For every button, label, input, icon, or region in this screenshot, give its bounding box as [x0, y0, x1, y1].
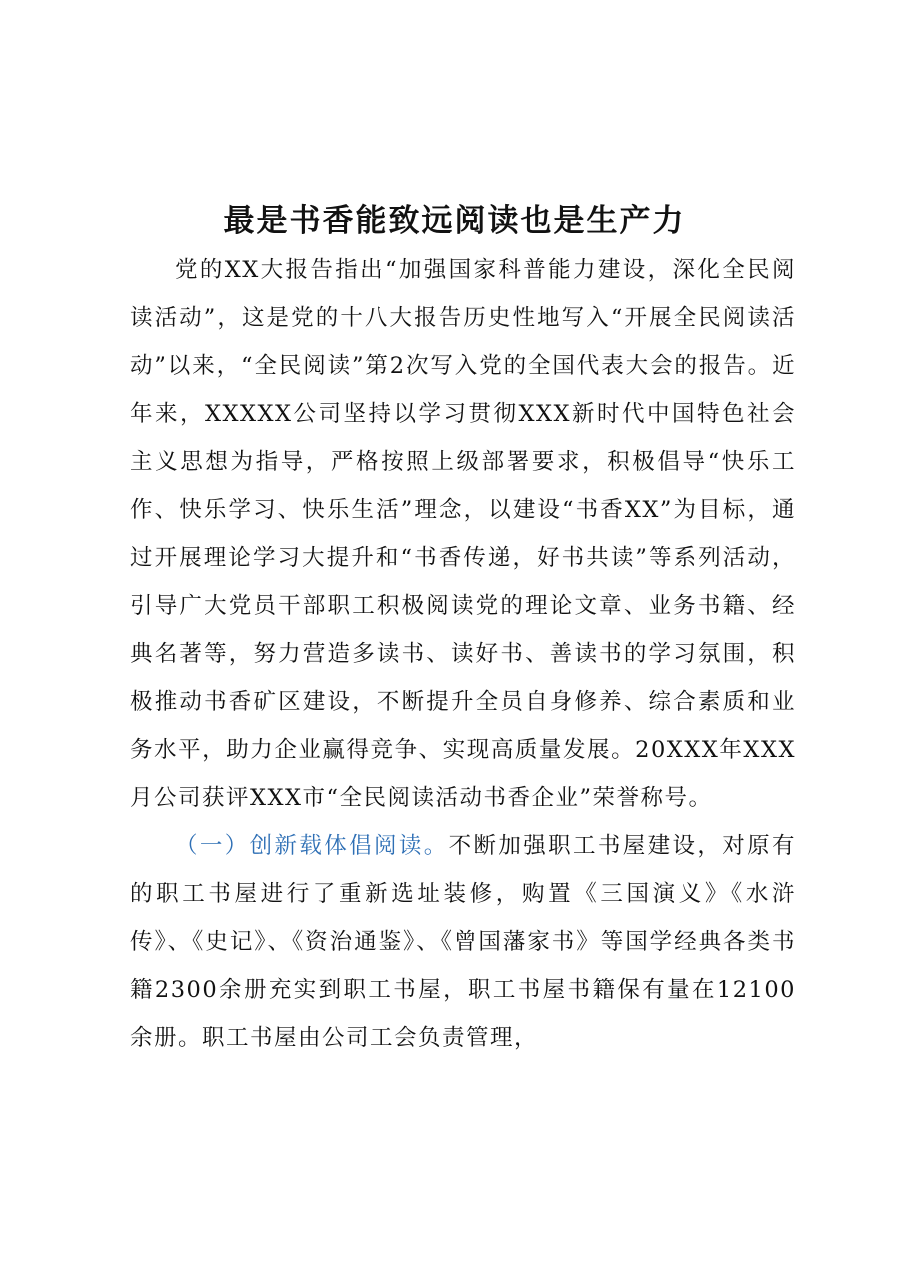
paragraph-section-1-text: 不断加强职工书屋建设，对原有的职工书屋进行了重新选址装修，购置《三国演义》《水浒传》、《史记》、《资治通鉴》、《曾国藩家书》等国学经典各类书籍2300余册充实到职工书屋，职工书屋书籍保有量在12100余册。职工书屋由公司工会负责管理，	[130, 833, 796, 1051]
document-title: 最是书香能致远阅读也是生产力	[223, 203, 686, 239]
document-body	[130, 246, 796, 1062]
paragraph-section-1	[130, 822, 796, 1062]
section-heading-1: （一）创新载体倡阅读。	[175, 833, 449, 859]
paragraph-intro	[130, 246, 796, 822]
paragraph-intro-text: 党的XX大报告指出“加强国家科普能力建设，深化全民阅读活动”，这是党的十八大报告历史性地写入“开展全民阅读活动”以来，“全民阅读”第2次写入党的全国代表大会的报告。近年来，XXXXX公司坚持以学习贯彻XXX新时代中国特色社会主义思想为指导，严格按照上级部署要求，积极倡导“快乐工作、快乐学习、快乐生活”理念，以建设“书香XX”为目标，通过开展理论学习大提升和“书香传递，好书共读”等系列活动，引导广大党员干部职工积极阅读党的理论文章、业务书籍、经典名著等，努力营造多读书、读好书、善读书的学习氛围，积极推动书香矿区建设，不断提升全员自身修养、综合素质和业务水平，助力企业赢得竞争、实现高质量发展。20XXX年XXX月公司获评XXX市“全民阅读活动书香企业”荣誉称号。	[130, 257, 796, 811]
